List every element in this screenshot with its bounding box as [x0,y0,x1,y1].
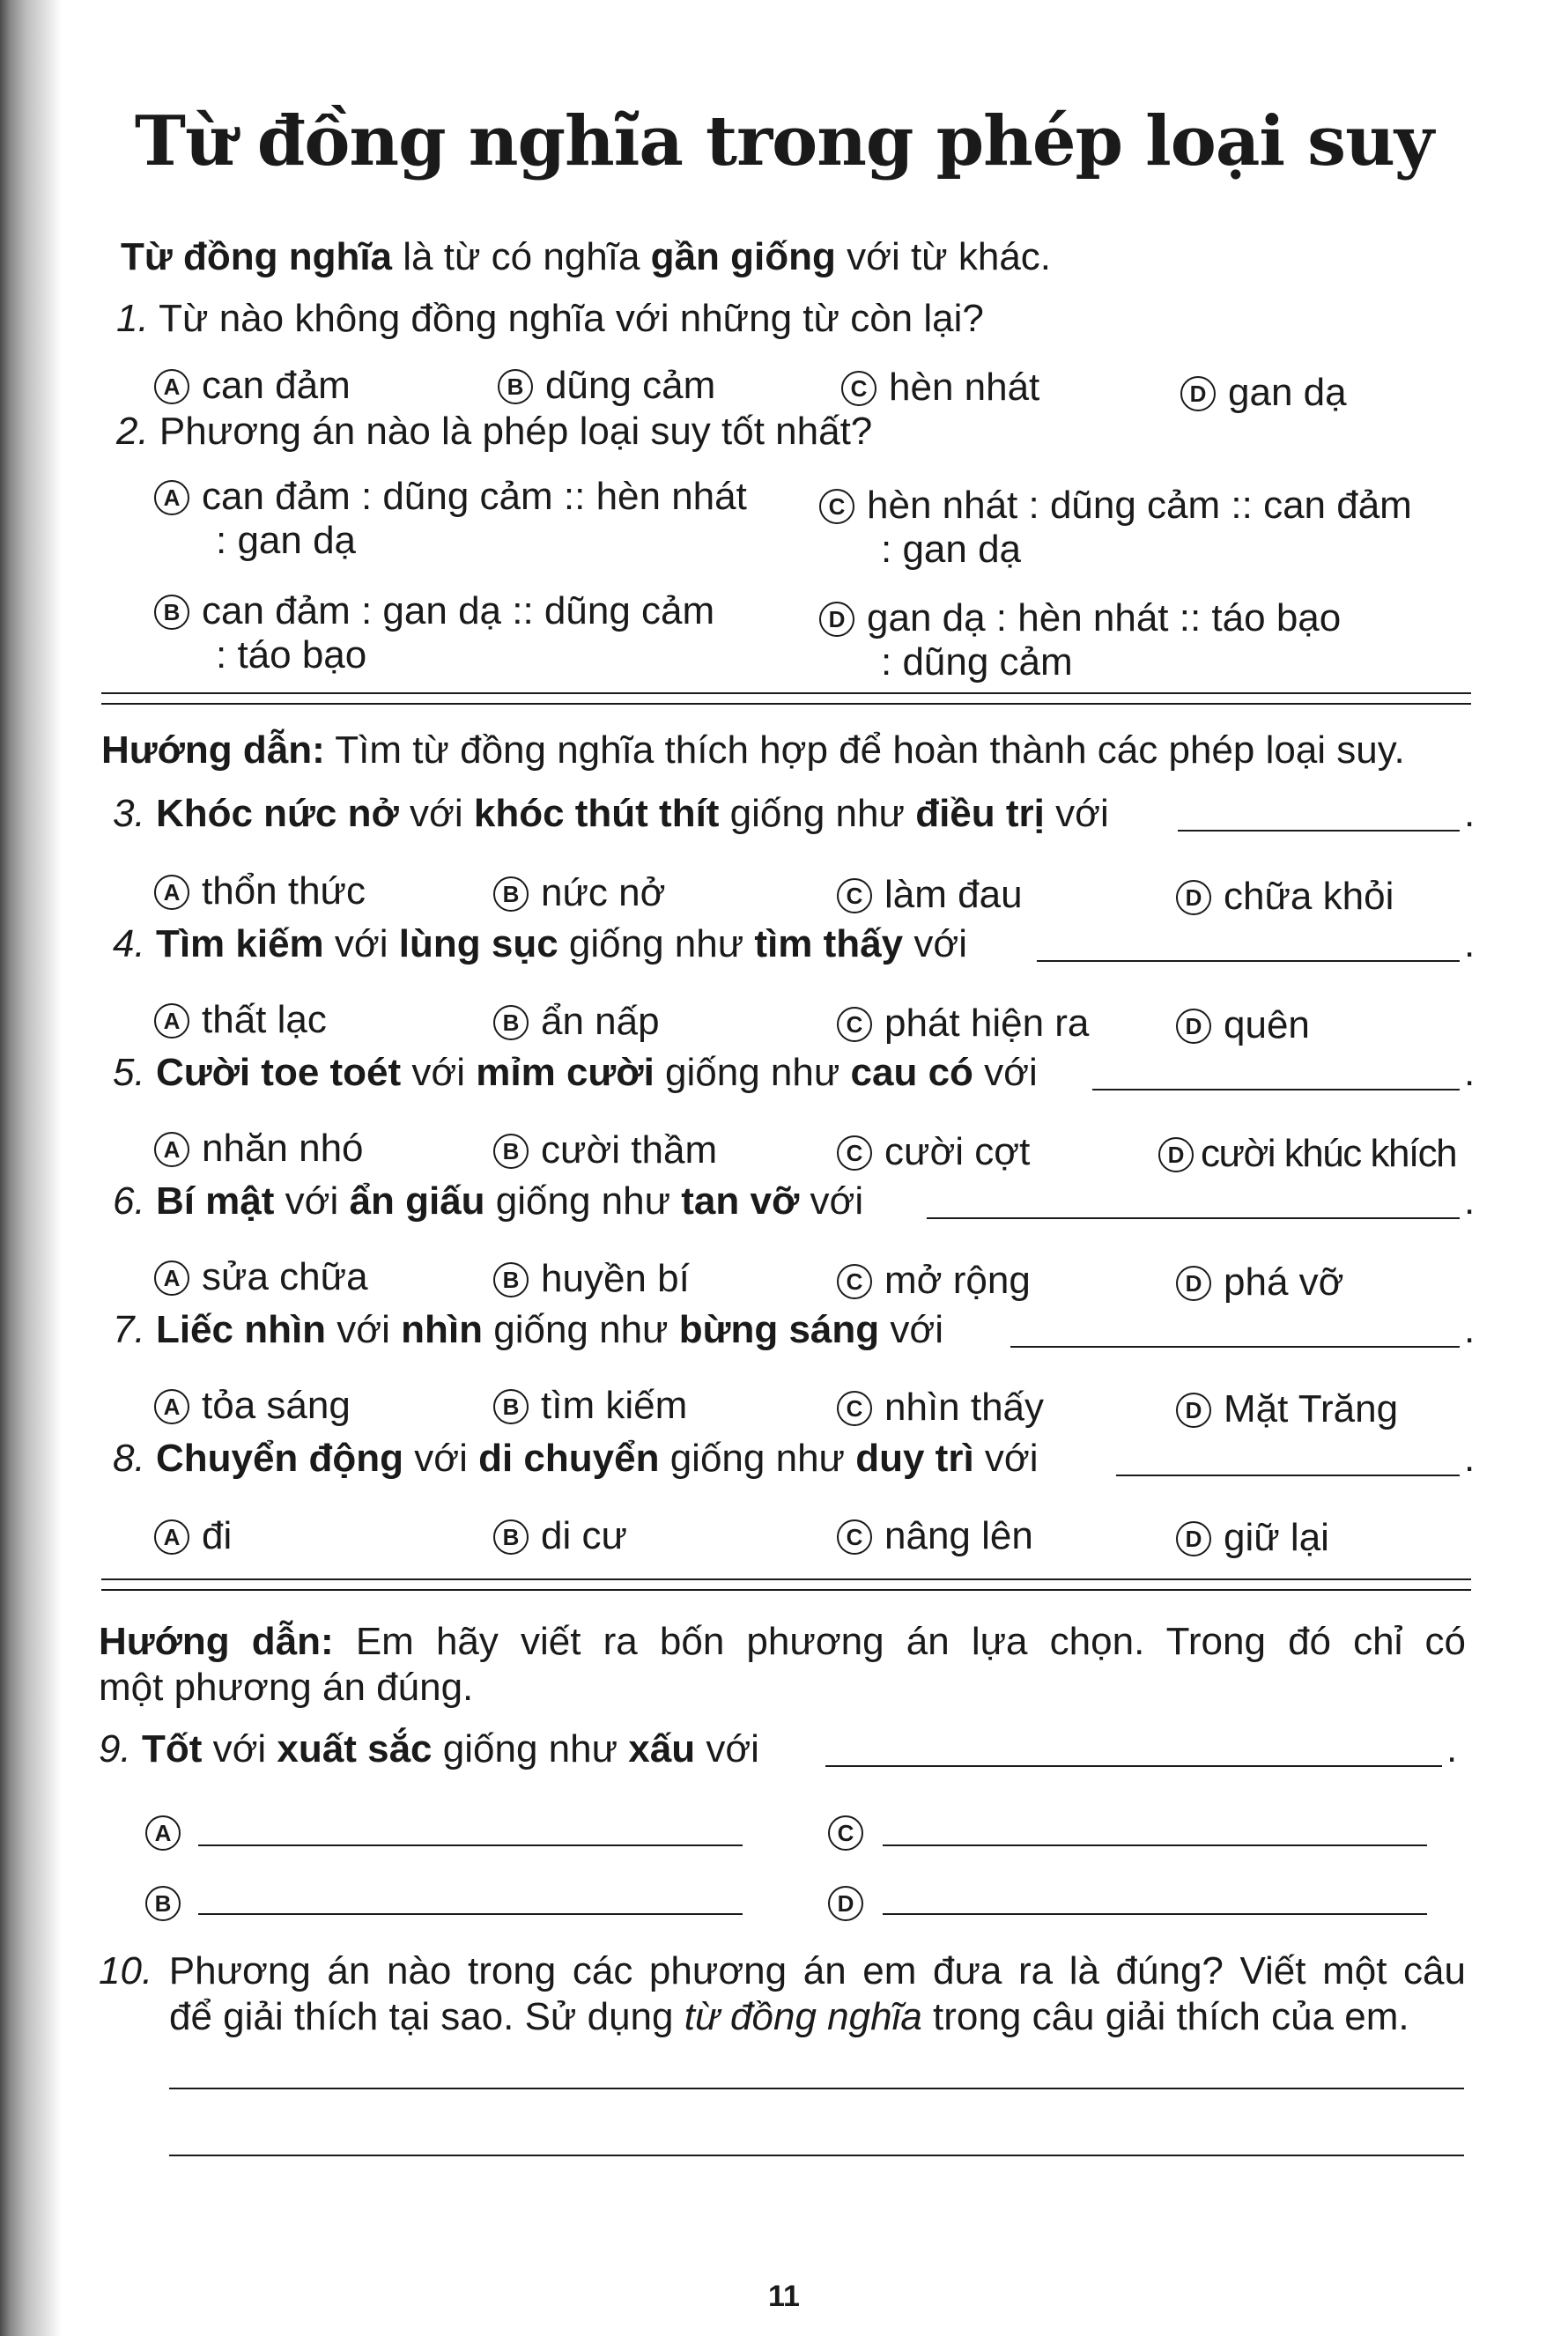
term-2: mỉm cười [476,1051,655,1094]
intro-end: với từ khác. [835,235,1052,278]
blank-period: . [1464,922,1476,965]
q7-option-b[interactable] [493,1383,687,1429]
option-letter: D [1176,880,1211,915]
page-number: 11 [768,2280,800,2313]
option-letter: A [154,369,189,404]
section-divider [101,1578,1471,1591]
q5-option-d[interactable] [1158,1131,1456,1177]
q3-option-b[interactable] [493,870,665,916]
option-text: nhìn thấy [884,1386,1045,1429]
question-number: 6. [113,1179,145,1223]
option-letter: A [154,1260,189,1296]
question-number: 10. [99,1949,153,1992]
option-letter: A [154,1132,189,1167]
option-text: hèn nhát [889,366,1040,409]
option-text: huyền bí [541,1257,690,1300]
term-1: Bí mật [155,1179,275,1223]
option-text: sửa chữa [202,1255,368,1298]
section-3-instructions [99,1619,1466,1665]
q9-choice-c [828,1809,876,1855]
term-3: cau có [850,1051,973,1094]
connector: giống như [483,1308,679,1351]
question-number: 4. [113,922,145,965]
connector: với [799,1179,864,1223]
option-letter: B [493,1389,529,1424]
option-letter: D [1176,1393,1211,1428]
q6-option-c[interactable] [837,1258,1031,1304]
term-2: ẩn giấu [349,1179,485,1223]
option-letter: A [154,875,189,910]
intro-key: gần giống [650,235,836,278]
question-4 [113,921,967,967]
connector: với [323,922,399,965]
question-9 [99,1726,759,1772]
connector: giống như [558,922,755,965]
question-1 [116,296,984,342]
option-text: phá vỡ [1224,1260,1344,1304]
option-letter: C [837,1264,872,1299]
instructions-text: Em hãy viết ra bốn phương án lựa chọn. Trong đó chỉ có [333,1620,1466,1663]
question-number: 7. [113,1308,145,1351]
q3-option-d[interactable] [1176,874,1394,920]
connector: với [903,922,967,965]
q4-option-d[interactable] [1176,1002,1310,1048]
intro-line [121,234,1051,280]
term-3: điều trị [915,792,1045,835]
connector: giống như [719,792,916,835]
q2-option-d-cont: : dũng cảm [881,640,1073,684]
term-3: xấu [628,1727,696,1770]
option-letter: D [1158,1137,1194,1172]
option-text: chữa khỏi [1224,875,1394,918]
term-2: di chuyển [478,1437,660,1480]
question-text: Phương án nào trong các phương án em đưa ra là đúng? Viết một câu [152,1949,1466,1992]
instructions-label: Hướng dẫn: [101,728,325,772]
question-6 [113,1179,863,1224]
option-letter: B [493,1262,529,1297]
option-letter: D [1176,1009,1211,1044]
q4-option-c[interactable] [837,1001,1089,1046]
q9-choice-b [145,1880,193,1926]
option-text: thổn thức [202,869,366,913]
answer-blank[interactable] [1116,1475,1460,1476]
option-letter: C [819,489,854,524]
q6-option-b[interactable] [493,1256,690,1302]
question-10-cont [169,1994,1409,2040]
q9-choice-d [828,1880,876,1926]
term-1: Liếc nhìn [155,1308,327,1351]
option-letter: B [493,1519,529,1555]
answer-blank[interactable] [1010,1346,1460,1348]
blank-period: . [1464,1179,1476,1223]
connector: với [403,1437,479,1480]
term-2: xuất sắc [277,1727,433,1770]
intro-mid: là từ có nghĩa [392,235,651,278]
q8-option-a[interactable] [154,1513,232,1559]
term-2: khóc thút thít [473,792,720,835]
connector: với [398,792,474,835]
option-letter: C [828,1815,863,1851]
question-8 [113,1436,1039,1482]
option-letter: B [145,1886,181,1921]
option-text: di cư [541,1514,627,1557]
connector: với [1044,792,1109,835]
connector: giống như [484,1179,682,1223]
q1-option-d[interactable] [1180,370,1347,416]
q7-option-c[interactable] [837,1385,1044,1430]
question-5 [113,1050,1038,1096]
question-number: 2. [116,410,149,453]
instructions-label: Hướng dẫn: [99,1620,334,1663]
section-3-instructions-cont: một phương án đúng. [99,1666,474,1709]
instructions-text: Tìm từ đồng nghĩa thích hợp để hoàn thành các phép loại suy. [324,728,1405,772]
option-letter: A [154,1003,189,1039]
option-letter: D [828,1886,863,1921]
question-number: 1. [116,297,149,340]
question-7 [113,1307,943,1353]
question-text: Phương án nào là phép loại suy tốt nhất? [148,410,873,453]
q9-choice-a-blank[interactable] [198,1844,743,1846]
emphasis-term: từ đồng nghĩa [684,1995,922,2038]
option-letter: C [837,1391,872,1426]
option-letter: A [154,480,189,515]
q9-choice-d-blank[interactable] [883,1913,1427,1915]
option-letter: B [493,1134,529,1169]
q2-option-b[interactable] [154,588,714,634]
q9-choice-b-blank[interactable] [198,1913,743,1915]
option-letter: D [1176,1521,1211,1556]
q5-option-a[interactable] [154,1126,364,1172]
question-3 [113,791,1109,837]
q2-option-c[interactable] [819,483,1412,529]
term-1: Cười toe toét [155,1051,402,1094]
q9-choice-a [145,1809,193,1855]
connector: với [202,1727,277,1770]
q2-option-b-cont: : táo bạo [216,633,367,676]
option-text: quên [1224,1003,1310,1046]
answer-blank[interactable] [1092,1089,1460,1090]
connector: với [879,1308,944,1351]
term-3: bừng sáng [678,1308,880,1351]
connector: với [401,1051,477,1094]
q2-option-c-cont: : gan dạ [881,528,1022,571]
term-1: Tốt [141,1727,203,1770]
option-letter: D [1176,1266,1211,1301]
option-text: hèn nhát : dũng cảm :: can đảm [867,484,1412,527]
answer-blank[interactable] [1178,830,1460,832]
term-1: Khóc nức nở [155,792,399,835]
blank-period: . [1464,792,1476,835]
option-text: cười cợt [884,1130,1031,1173]
term-3: tìm thấy [754,922,904,965]
q4-option-b[interactable] [493,999,660,1045]
question-text: trong câu giải thích của em. [921,1995,1409,2038]
q1-option-a[interactable] [154,363,351,409]
q6-option-a[interactable] [154,1254,368,1300]
option-text: phát hiện ra [884,1002,1090,1045]
connector: với [973,1051,1038,1094]
option-text: gan dạ : hèn nhát :: táo bạo [867,596,1342,639]
question-number: 5. [113,1051,145,1094]
term-1: Tìm kiếm [155,922,324,965]
question-10 [99,1948,1466,1994]
q5-option-c[interactable] [837,1129,1030,1175]
q4-option-a[interactable] [154,997,327,1043]
option-letter: C [837,1007,872,1042]
term-3: duy trì [855,1437,974,1480]
question-2 [116,409,872,455]
q2-option-d[interactable] [819,595,1341,641]
q7-option-d[interactable] [1176,1386,1398,1432]
q8-option-d[interactable] [1176,1515,1329,1561]
option-text: nức nở [541,871,666,914]
answer-blank[interactable] [825,1765,1442,1767]
option-letter: B [493,1005,529,1040]
question-number: 9. [99,1727,131,1770]
connector: giống như [432,1727,629,1770]
option-text: cười khúc khích [1201,1132,1457,1175]
connector: giống như [654,1051,851,1094]
q3-option-a[interactable] [154,869,366,914]
option-letter: A [154,1519,189,1555]
option-text: can đảm : dũng cảm :: hèn nhát [202,475,747,518]
option-letter: D [819,602,854,637]
option-text: đi [202,1514,233,1557]
option-text: cười thầm [541,1128,718,1172]
connector: với [274,1179,350,1223]
option-letter: C [837,1519,872,1555]
connector: với [973,1437,1039,1480]
term-2: nhìn [401,1308,483,1351]
option-text: mở rộng [884,1259,1031,1302]
q1-option-b[interactable] [498,363,715,409]
q8-option-b[interactable] [493,1513,627,1559]
option-letter: C [837,1135,872,1171]
q8-option-c[interactable] [837,1513,1033,1559]
question-text: Từ nào không đồng nghĩa với những từ còn lại? [148,297,984,340]
q2-option-a[interactable] [154,474,747,520]
blank-period: . [1464,1437,1476,1480]
section-divider [101,692,1471,705]
connector: với [695,1727,759,1770]
option-text: tìm kiếm [541,1384,688,1427]
q5-option-b[interactable] [493,1127,717,1173]
question-text: để giải thích tại sao. Sử dụng [169,1995,684,2038]
option-text: giữ lại [1224,1516,1329,1559]
option-text: làm đau [884,873,1023,916]
blank-period: . [1464,1051,1476,1094]
option-letter: B [493,876,529,912]
option-letter: A [145,1815,181,1851]
question-number: 8. [113,1437,145,1480]
option-letter: A [154,1389,189,1424]
option-text: dũng cảm [545,364,716,407]
blank-period: . [1464,1308,1476,1351]
option-text: nâng lên [884,1514,1033,1557]
option-text: gan dạ [1228,371,1347,414]
answer-blank[interactable] [927,1217,1460,1219]
q6-option-d[interactable] [1176,1260,1344,1305]
term-3: tan vỡ [681,1179,800,1223]
option-text: nhăn nhó [202,1127,364,1170]
blank-period: . [1446,1727,1458,1770]
q3-option-c[interactable] [837,872,1023,918]
term-2: lùng sục [398,922,558,965]
question-number: 3. [113,792,145,835]
q9-choice-c-blank[interactable] [883,1844,1427,1846]
page-title: Từ đồng nghĩa trong phép loại suy [134,101,1434,181]
intro-term: Từ đồng nghĩa [121,235,393,278]
q1-option-c[interactable] [841,365,1039,410]
connector: giống như [659,1437,856,1480]
option-letter: C [841,371,876,406]
answer-blank[interactable] [1037,960,1460,962]
option-text: can đảm : gan dạ :: dũng cảm [202,589,715,632]
answer-line-1[interactable] [169,2088,1464,2089]
term-1: Chuyển động [155,1437,404,1480]
q7-option-a[interactable] [154,1383,351,1429]
option-letter: C [837,878,872,913]
option-text: ẩn nấp [541,1000,660,1043]
answer-line-2[interactable] [169,2155,1464,2156]
option-text: Mặt Trăng [1224,1387,1399,1430]
option-text: tỏa sáng [202,1384,351,1427]
option-letter: D [1180,376,1216,411]
option-letter: B [154,595,189,630]
section-2-instructions [101,728,1405,773]
connector: với [326,1308,402,1351]
q2-option-a-cont: : gan dạ [216,519,357,562]
option-letter: B [498,369,533,404]
option-text: thất lạc [202,998,327,1041]
option-text: can đảm [202,364,351,407]
